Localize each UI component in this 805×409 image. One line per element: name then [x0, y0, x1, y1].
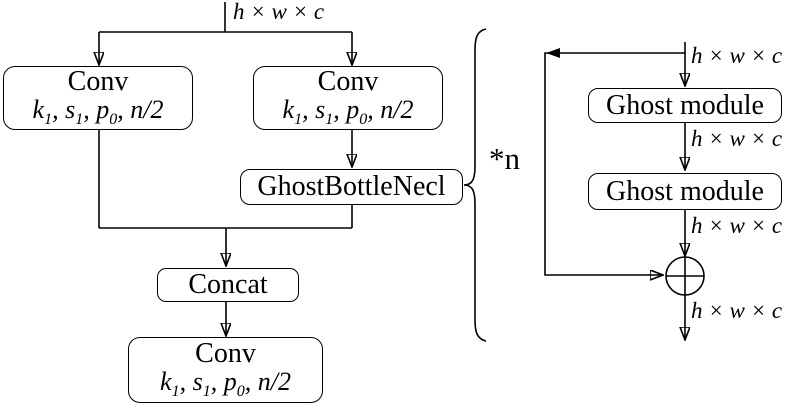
ghost-bottleneck-title: GhostBottleNecl [257, 171, 446, 203]
param-n-over-2: n/2 [380, 95, 414, 125]
param-n-over-2: n/2 [130, 95, 164, 125]
conv-node-bottom [128, 337, 323, 403]
param-k-sub: 1 [294, 111, 303, 129]
conv-params-text [33, 96, 164, 129]
param-sep: , [244, 367, 258, 397]
conv-node-right [253, 66, 443, 130]
param-p-sub: 0 [359, 111, 368, 129]
param-p: p [223, 367, 237, 397]
concat-title: Concat [188, 269, 268, 301]
param-sep: , [117, 95, 131, 125]
conv-title: Conv [67, 65, 129, 97]
conv-params-text [160, 368, 291, 401]
conv-params-text [283, 96, 414, 129]
ghost-module-title: Ghost module [606, 175, 764, 207]
param-sep: , [367, 95, 381, 125]
param-sep: , [52, 95, 66, 125]
param-k: k [282, 95, 295, 125]
conv-title: Conv [317, 65, 379, 97]
ghost-bottleneck-node [240, 169, 463, 205]
param-s: s [65, 95, 76, 125]
conv-title: Conv [195, 337, 256, 369]
param-k: k [160, 367, 172, 397]
repeat-brace [464, 29, 486, 341]
param-sep: , [302, 95, 316, 125]
param-k-sub: 1 [171, 383, 180, 401]
conv-node-left [3, 66, 193, 130]
skip-arrowhead-left [546, 48, 560, 58]
param-p: p [346, 95, 360, 125]
repeat-count-label: *n [489, 141, 520, 176]
param-sep: , [333, 95, 347, 125]
add-icon [666, 257, 704, 295]
ghost-module-title: Ghost module [606, 89, 764, 121]
param-p-sub: 0 [109, 111, 118, 129]
param-sep: , [83, 95, 97, 125]
tensor-label-after-modules: h × w × c [691, 213, 783, 238]
tensor-label-input: h × w × c [691, 43, 783, 68]
tensor-label-mid: h × w × c [691, 126, 783, 151]
param-k: k [32, 95, 45, 125]
param-s: s [192, 367, 203, 397]
tensor-label-output: h × w × c [691, 298, 783, 323]
param-sep: , [179, 367, 193, 397]
input-tensor-label: h × w × c [233, 0, 325, 24]
ghost-module-node-bottom [588, 173, 782, 210]
param-k-sub: 1 [44, 111, 53, 129]
concat-node [157, 268, 299, 302]
param-p: p [96, 95, 110, 125]
param-s: s [315, 95, 326, 125]
skip-connection-line [545, 53, 685, 275]
param-sep: , [210, 367, 224, 397]
param-s-sub: 1 [325, 111, 334, 129]
param-s-sub: 1 [75, 111, 84, 129]
param-p-sub: 0 [236, 383, 245, 401]
ghost-module-node-top [588, 88, 782, 123]
param-s-sub: 1 [202, 383, 211, 401]
param-n-over-2: n/2 [257, 367, 291, 397]
